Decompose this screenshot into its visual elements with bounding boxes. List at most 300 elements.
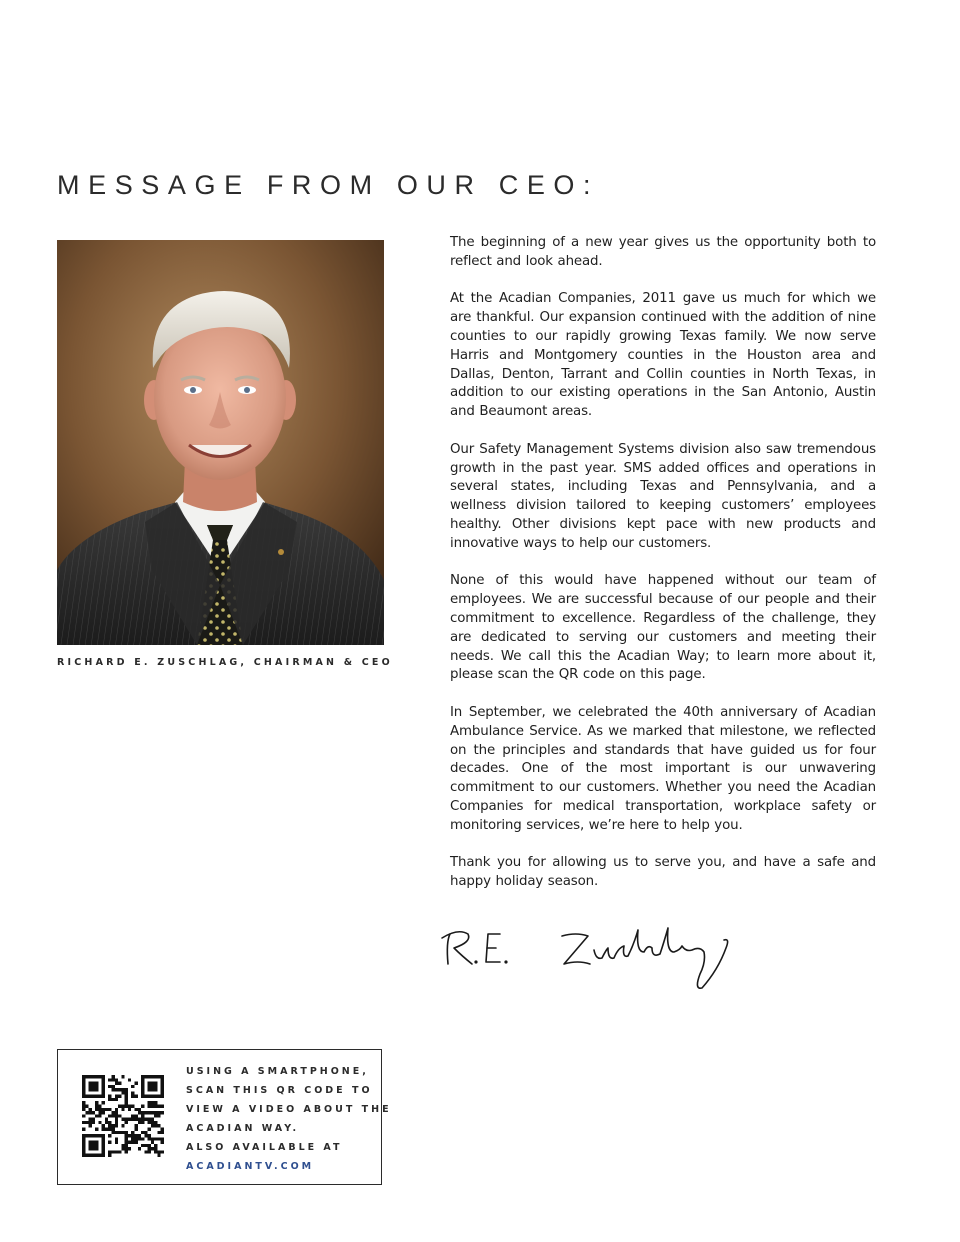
qr-module (98, 1095, 101, 1098)
qr-module (134, 1118, 137, 1121)
qr-module (115, 1078, 118, 1081)
qr-module (95, 1095, 98, 1098)
qr-module (154, 1075, 157, 1078)
qr-module (112, 1098, 115, 1101)
qr-module (151, 1141, 154, 1144)
qr-module (102, 1137, 105, 1140)
qr-module (98, 1154, 101, 1157)
qr-code-icon[interactable] (82, 1075, 164, 1157)
qr-module (148, 1075, 151, 1078)
qr-module (98, 1114, 101, 1117)
qr-module (95, 1088, 98, 1091)
qr-module (89, 1144, 92, 1147)
qr-module (161, 1150, 164, 1153)
qr-module (125, 1088, 128, 1091)
qr-module (98, 1111, 101, 1114)
qr-module (115, 1121, 118, 1124)
qr-module (125, 1098, 128, 1101)
letter-paragraph: None of this would have happened without our team of employees. We are successful because of our people and their commitment to excellence. Regardless of the challenge, they are dedicated to serving our customers and meeting their needs. We call this the Acadian Way; to learn more about it, please scan the QR code on this page. (450, 573, 876, 683)
qr-module (161, 1127, 164, 1130)
qr-module (102, 1111, 105, 1114)
qr-module (138, 1121, 141, 1124)
qr-module (148, 1127, 151, 1130)
qr-module (161, 1111, 164, 1114)
qr-module (105, 1127, 108, 1130)
qr-module (82, 1154, 85, 1157)
acadiantv-link[interactable]: ACADIANTV.COM (186, 1161, 315, 1172)
qr-module (95, 1134, 98, 1137)
qr-module (89, 1118, 92, 1121)
qr-info-box (57, 1049, 392, 1185)
qr-module (98, 1134, 101, 1137)
qr-module (95, 1105, 98, 1108)
qr-module (148, 1150, 151, 1153)
qr-module (144, 1075, 147, 1078)
qr-module (102, 1147, 105, 1150)
qr-module (89, 1124, 92, 1127)
qr-instructions (186, 1062, 392, 1176)
qr-module (112, 1124, 115, 1127)
qr-module (98, 1105, 101, 1108)
qr-module (141, 1082, 144, 1085)
qr-module (141, 1111, 144, 1114)
qr-module (148, 1095, 151, 1098)
qr-module (151, 1111, 154, 1114)
qr-module (115, 1082, 118, 1085)
qr-module (115, 1088, 118, 1091)
qr-module (134, 1127, 137, 1130)
letter-paragraph: In September, we celebrated the 40th anniversary of Acadian Ambulance Service. As we marked that milestone, we reflected on the principles and standards that have guided us for four decades. One of the most important is our unwavering commitment to our customers. Whether you need the Acadian Companies for medical transportation, workplace safety or monitoring services, we’re here to help you. (450, 704, 876, 833)
qr-module (125, 1137, 128, 1140)
qr-module (157, 1124, 160, 1127)
qr-module (85, 1095, 88, 1098)
qr-module (95, 1108, 98, 1111)
qr-module (112, 1088, 115, 1091)
qr-module (138, 1111, 141, 1114)
qr-module (154, 1137, 157, 1140)
qr-module (161, 1095, 164, 1098)
qr-module (154, 1101, 157, 1104)
qr-module (161, 1131, 164, 1134)
qr-module (85, 1111, 88, 1114)
qr-module (128, 1078, 131, 1081)
qr-module (121, 1131, 124, 1134)
qr-module (134, 1134, 137, 1137)
qr-module (102, 1101, 105, 1104)
qr-module (92, 1095, 95, 1098)
qr-module (108, 1141, 111, 1144)
qr-module (121, 1144, 124, 1147)
qr-module (112, 1075, 115, 1078)
qr-module (151, 1075, 154, 1078)
ceo-portrait (57, 240, 384, 645)
qr-module (115, 1108, 118, 1111)
qr-module (144, 1134, 147, 1137)
qr-module (82, 1105, 85, 1108)
qr-instruction-line: VIEW A VIDEO ABOUT THE (186, 1104, 392, 1115)
qr-module (108, 1127, 111, 1130)
qr-module (141, 1121, 144, 1124)
qr-module (148, 1105, 151, 1108)
qr-module (134, 1124, 137, 1127)
qr-module (98, 1075, 101, 1078)
qr-module (98, 1108, 101, 1111)
qr-module (108, 1078, 111, 1081)
qr-module (151, 1137, 154, 1140)
qr-module (141, 1131, 144, 1134)
qr-module (144, 1118, 147, 1121)
qr-module (154, 1150, 157, 1153)
qr-module (118, 1095, 121, 1098)
qr-module (121, 1075, 124, 1078)
qr-module (134, 1082, 137, 1085)
qr-module (112, 1111, 115, 1114)
qr-module (161, 1137, 164, 1140)
qr-module (157, 1095, 160, 1098)
qr-module (141, 1144, 144, 1147)
qr-module (141, 1085, 144, 1088)
qr-module (108, 1095, 111, 1098)
qr-module (102, 1150, 105, 1153)
qr-module (92, 1154, 95, 1157)
qr-module (157, 1131, 160, 1134)
qr-module (151, 1121, 154, 1124)
qr-module (102, 1078, 105, 1081)
qr-module (121, 1108, 124, 1111)
qr-module (151, 1105, 154, 1108)
qr-module (148, 1121, 151, 1124)
qr-module (131, 1105, 134, 1108)
qr-module (85, 1075, 88, 1078)
qr-module (148, 1144, 151, 1147)
qr-module (102, 1144, 105, 1147)
qr-module (105, 1118, 108, 1121)
qr-module (118, 1150, 121, 1153)
qr-module (115, 1141, 118, 1144)
qr-module (157, 1154, 160, 1157)
qr-module (115, 1118, 118, 1121)
qr-module (154, 1124, 157, 1127)
qr-module (85, 1105, 88, 1108)
letter-paragraph: At the Acadian Companies, 2011 gave us much for which we are thankful. Our expansion continued with the addition of nine counties to our rapidly growing Texas family. We now serve Harris and Montgomery counties in the Houston area and Dallas, Denton, Tarrant and Collin counties in North Texas, in addition to our existing operations in the San Antonio, Austin and Beaumont areas. (450, 291, 876, 420)
qr-module (108, 1114, 111, 1117)
qr-module (148, 1085, 151, 1088)
qr-module (144, 1111, 147, 1114)
qr-module (102, 1088, 105, 1091)
qr-module (128, 1134, 131, 1137)
qr-module (89, 1085, 92, 1088)
ceo-signature (438, 922, 738, 1000)
qr-module (151, 1095, 154, 1098)
qr-module (144, 1131, 147, 1134)
qr-module (89, 1075, 92, 1078)
qr-module (102, 1154, 105, 1157)
qr-module (134, 1095, 137, 1098)
qr-module (102, 1082, 105, 1085)
qr-module (161, 1078, 164, 1081)
qr-module (118, 1105, 121, 1108)
letter-paragraph: Thank you for allowing us to serve you, and have a safe and happy holiday season. (450, 855, 876, 890)
letter-paragraph: The beginning of a new year gives us the opportunity both to reflect and look ahead. (450, 235, 876, 269)
qr-module (95, 1127, 98, 1130)
qr-module (125, 1121, 128, 1124)
qr-module (128, 1105, 131, 1108)
qr-module (92, 1082, 95, 1085)
qr-module (82, 1147, 85, 1150)
qr-module (151, 1101, 154, 1104)
qr-module (95, 1114, 98, 1117)
qr-module (85, 1121, 88, 1124)
qr-module (131, 1131, 134, 1134)
qr-module (161, 1085, 164, 1088)
qr-module (157, 1137, 160, 1140)
qr-module (92, 1075, 95, 1078)
qr-module (138, 1118, 141, 1121)
qr-module (82, 1127, 85, 1130)
qr-module (151, 1147, 154, 1150)
qr-module (161, 1088, 164, 1091)
qr-module (154, 1121, 157, 1124)
qr-module (154, 1114, 157, 1117)
ceo-letter (450, 234, 876, 911)
qr-module (144, 1095, 147, 1098)
qr-module (89, 1108, 92, 1111)
qr-module (95, 1141, 98, 1144)
qr-instruction-line: ALSO AVAILABLE AT (186, 1142, 343, 1153)
qr-instruction-line: USING A SMARTPHONE, (186, 1066, 369, 1077)
qr-module (128, 1147, 131, 1150)
qr-module (121, 1088, 124, 1091)
qr-module (95, 1101, 98, 1104)
qr-module (125, 1134, 128, 1137)
qr-module (92, 1118, 95, 1121)
qr-module (141, 1088, 144, 1091)
qr-module (125, 1091, 128, 1094)
qr-module (108, 1124, 111, 1127)
qr-module (157, 1105, 160, 1108)
qr-module (82, 1085, 85, 1088)
qr-module (115, 1124, 118, 1127)
qr-module (121, 1118, 124, 1121)
qr-module (148, 1088, 151, 1091)
qr-module (144, 1144, 147, 1147)
qr-module (151, 1124, 154, 1127)
qr-module (92, 1144, 95, 1147)
qr-module (82, 1078, 85, 1081)
qr-module (154, 1085, 157, 1088)
qr-module (92, 1141, 95, 1144)
qr-module (128, 1108, 131, 1111)
qr-module (148, 1137, 151, 1140)
qr-module (148, 1118, 151, 1121)
qr-module (154, 1111, 157, 1114)
qr-module (82, 1082, 85, 1085)
signature-drawing (438, 922, 738, 1000)
qr-module (85, 1154, 88, 1157)
qr-module (134, 1108, 137, 1111)
qr-module (157, 1111, 160, 1114)
qr-module (154, 1088, 157, 1091)
qr-module (148, 1082, 151, 1085)
qr-module (108, 1134, 111, 1137)
qr-module (131, 1114, 134, 1117)
qr-module (121, 1124, 124, 1127)
qr-module (131, 1085, 134, 1088)
qr-module (128, 1118, 131, 1121)
qr-module (154, 1105, 157, 1108)
qr-module (138, 1147, 141, 1150)
qr-module (102, 1127, 105, 1130)
qr-module (92, 1111, 95, 1114)
qr-module (134, 1141, 137, 1144)
qr-module (108, 1121, 111, 1124)
qr-module (161, 1141, 164, 1144)
qr-module (141, 1078, 144, 1081)
qr-module (118, 1082, 121, 1085)
qr-module (82, 1121, 85, 1124)
qr-module (115, 1095, 118, 1098)
qr-module (108, 1098, 111, 1101)
qr-module (125, 1101, 128, 1104)
qr-module (102, 1108, 105, 1111)
qr-module (115, 1150, 118, 1153)
qr-module (125, 1118, 128, 1121)
qr-module (138, 1137, 141, 1140)
qr-module (108, 1154, 111, 1157)
qr-module (121, 1147, 124, 1150)
qr-module (121, 1105, 124, 1108)
qr-module (157, 1075, 160, 1078)
qr-module (82, 1091, 85, 1094)
qr-module (141, 1095, 144, 1098)
page-title: MESSAGE FROM OUR CEO: (57, 170, 600, 200)
qr-module (154, 1095, 157, 1098)
qr-module (112, 1078, 115, 1081)
qr-module (92, 1147, 95, 1150)
qr-module (115, 1137, 118, 1140)
qr-module (144, 1150, 147, 1153)
qr-module (141, 1105, 144, 1108)
qr-module (131, 1141, 134, 1144)
qr-module (102, 1091, 105, 1094)
qr-module (82, 1134, 85, 1137)
qr-module (125, 1144, 128, 1147)
qr-module (115, 1131, 118, 1134)
qr-module (134, 1137, 137, 1140)
qr-module (125, 1095, 128, 1098)
qr-module (151, 1082, 154, 1085)
qr-module (89, 1111, 92, 1114)
qr-module (95, 1085, 98, 1088)
qr-module (148, 1111, 151, 1114)
qr-module (141, 1114, 144, 1117)
qr-module (108, 1108, 111, 1111)
qr-module (128, 1141, 131, 1144)
qr-module (89, 1095, 92, 1098)
letter-paragraph: Our Safety Management Systems division also saw tremendous growth in the past year. SMS added offices and operations in several states, including Texas and Pennsylvania, and a wellness division tailored to keeping customers’ employees healthy. Other divisions kept pace with new products and innovative ways to help our customers. (450, 441, 876, 551)
qr-module (131, 1134, 134, 1137)
qr-module (95, 1154, 98, 1157)
qr-module (118, 1088, 121, 1091)
qr-module (141, 1118, 144, 1121)
portrait-caption: RICHARD E. ZUSCHLAG, CHAIRMAN & CEO (57, 657, 393, 668)
qr-module (92, 1088, 95, 1091)
qr-module (95, 1082, 98, 1085)
qr-module (89, 1134, 92, 1137)
qr-module (82, 1108, 85, 1111)
qr-module (82, 1101, 85, 1104)
qr-module (105, 1108, 108, 1111)
qr-module (112, 1127, 115, 1130)
qr-module (131, 1091, 134, 1094)
qr-module (89, 1147, 92, 1150)
qr-module (92, 1121, 95, 1124)
qr-module (112, 1114, 115, 1117)
qr-module (121, 1091, 124, 1094)
qr-module (151, 1118, 154, 1121)
qr-module (89, 1154, 92, 1157)
qr-module (115, 1114, 118, 1117)
qr-module (148, 1101, 151, 1104)
qr-module (82, 1144, 85, 1147)
qr-module (112, 1085, 115, 1088)
qr-module (102, 1141, 105, 1144)
qr-module (115, 1098, 118, 1101)
qr-module (85, 1134, 88, 1137)
qr-module (92, 1134, 95, 1137)
qr-module (92, 1085, 95, 1088)
qr-module (125, 1150, 128, 1153)
qr-module (108, 1150, 111, 1153)
qr-module (154, 1144, 157, 1147)
qr-instruction-line: SCAN THIS QR CODE TO (186, 1085, 373, 1096)
qr-module (105, 1121, 108, 1124)
qr-module (82, 1075, 85, 1078)
qr-module (157, 1114, 160, 1117)
qr-module (118, 1131, 121, 1134)
qr-module (148, 1147, 151, 1150)
qr-module (102, 1134, 105, 1137)
qr-module (112, 1131, 115, 1134)
qr-module (161, 1091, 164, 1094)
qr-module (89, 1121, 92, 1124)
qr-module (125, 1131, 128, 1134)
qr-module (125, 1141, 128, 1144)
qr-module (89, 1141, 92, 1144)
qr-module (95, 1075, 98, 1078)
qr-instruction-line: ACADIAN WAY. (186, 1123, 300, 1134)
qr-module (161, 1105, 164, 1108)
qr-module (102, 1075, 105, 1078)
qr-module (157, 1150, 160, 1153)
qr-module (131, 1118, 134, 1121)
qr-module (138, 1108, 141, 1111)
qr-module (108, 1085, 111, 1088)
qr-module (82, 1141, 85, 1144)
qr-module (125, 1147, 128, 1150)
qr-module (154, 1147, 157, 1150)
qr-module (161, 1075, 164, 1078)
qr-module (102, 1095, 105, 1098)
qr-module (102, 1085, 105, 1088)
qr-module (131, 1095, 134, 1098)
qr-module (115, 1111, 118, 1114)
qr-module (82, 1095, 85, 1098)
qr-module (151, 1085, 154, 1088)
qr-module (141, 1091, 144, 1094)
qr-module (95, 1147, 98, 1150)
qr-module (151, 1088, 154, 1091)
